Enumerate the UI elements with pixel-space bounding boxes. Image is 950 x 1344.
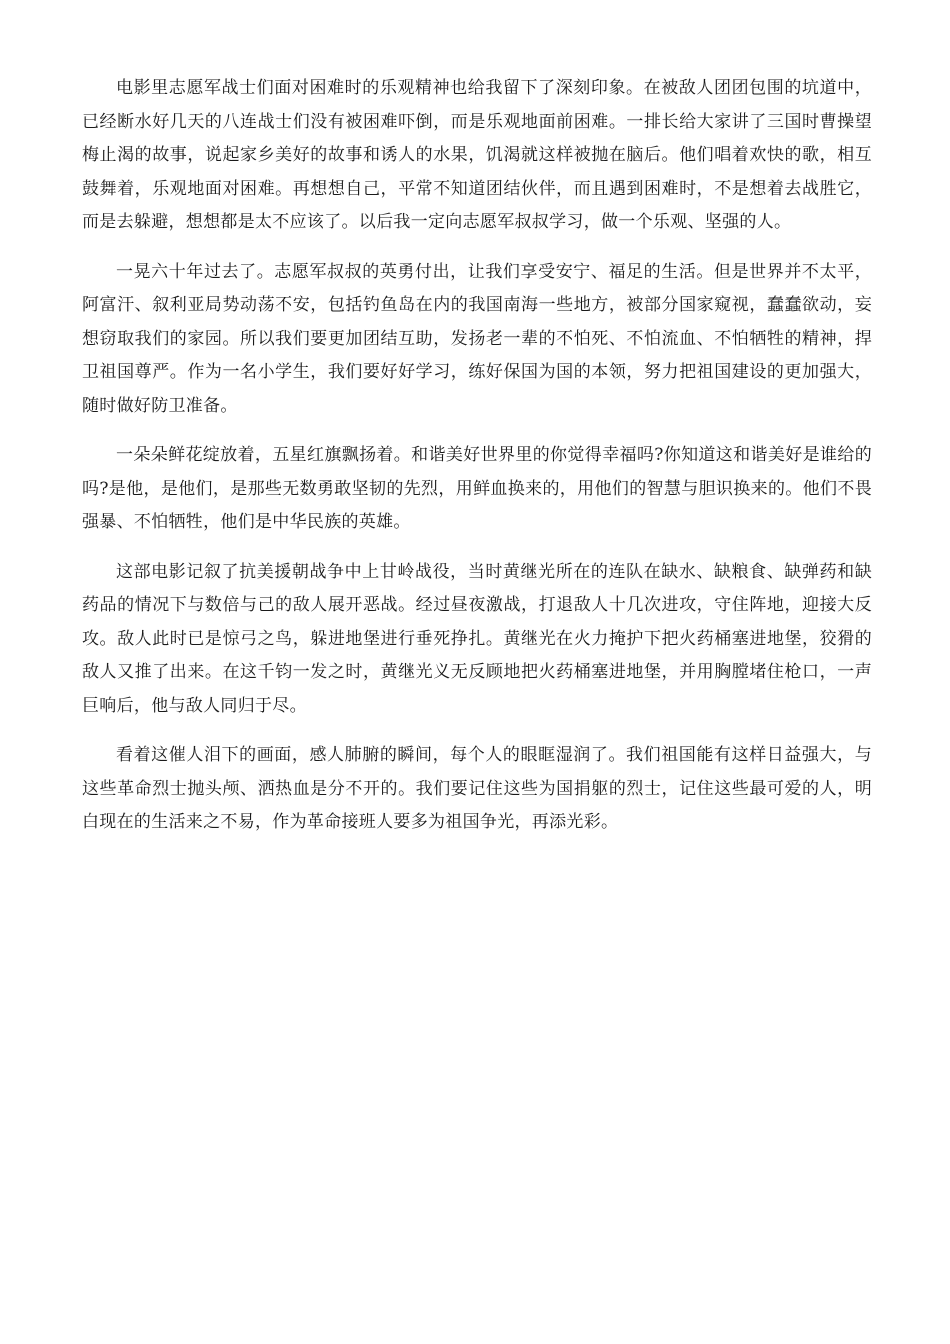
paragraph-1: 电影里志愿军战士们面对困难时的乐观精神也给我留下了深刻印象。在被敌人团团包围的坑道中，已经断水好几天的八连战士们没有被困难吓倒，而是乐观地面前困难。一排长给大家讲了三国时曹操望梅止渴的故事，说起家乡美好的故事和诱人的水果，饥渴就这样被抛在脑后。他们唱着欢快的歌，相互鼓舞着，乐观地面对困难。再想想自己，平常不知道团结伙伴，而且遇到困难时，不是想着去战胜它，而是去躲避，想想都是太不应该了。以后我一定向志愿军叔叔学习，做一个乐观、坚强的人。	[82, 78, 872, 232]
paragraph-4: 这部电影记叙了抗美援朝战争中上甘岭战役，当时黄继光所在的连队在缺水、缺粮食、缺弹药和缺药品的情况下与数倍与己的敌人展开恶战。经过昼夜激战，打退敌人十几次进攻，守住阵地，迎接大反攻。敌人此时已是惊弓之鸟，躲进地堡进行垂死挣扎。黄继光在火力掩护下把火药桶塞进地堡，狡猾的敌人又推了出来。在这千钧一发之时，黄继光义无反顾地把火药桶塞进地堡，并用胸膛堵住枪口，一声巨响后，他与敌人同归于尽。	[82, 561, 872, 716]
paragraph-5: 看着这催人泪下的画面，感人肺腑的瞬间，每个人的眼眶湿润了。我们祖国能有这样日益强大，与这些革命烈士抛头颅、洒热血是分不开的。我们要记住这些为国捐躯的烈士，记住这些最可爱的人，明白现在的生活来之不易，作为革命接班人要多为祖国争光，再添光彩。	[82, 745, 872, 832]
document-body	[82, 72, 872, 856]
paragraph-3: 一朵朵鲜花绽放着，五星红旗飘扬着。和谐美好世界里的你觉得幸福吗?你知道这和谐美好是谁给的吗?是他，是他们，是那些无数勇敢坚韧的先烈，用鲜血换来的，用他们的智慧与胆识换来的。他们不畏强暴、不怕牺牲，他们是中华民族的英雄。	[82, 445, 872, 532]
paragraph-2: 一晃六十年过去了。志愿军叔叔的英勇付出，让我们享受安宁、福足的生活。但是世界并不太平，阿富汗、叙利亚局势动荡不安，包括钓鱼岛在内的我国南海一些地方，被部分国家窥视，蠢蠢欲动，妄想窃取我们的家园。所以我们要更加团结互助，发扬老一辈的不怕死、不怕流血、不怕牺牲的精神，捍卫祖国尊严。作为一名小学生，我们要好好学习，练好保国为国的本领，努力把祖国建设的更加强大，随时做好防卫准备。	[82, 261, 872, 416]
